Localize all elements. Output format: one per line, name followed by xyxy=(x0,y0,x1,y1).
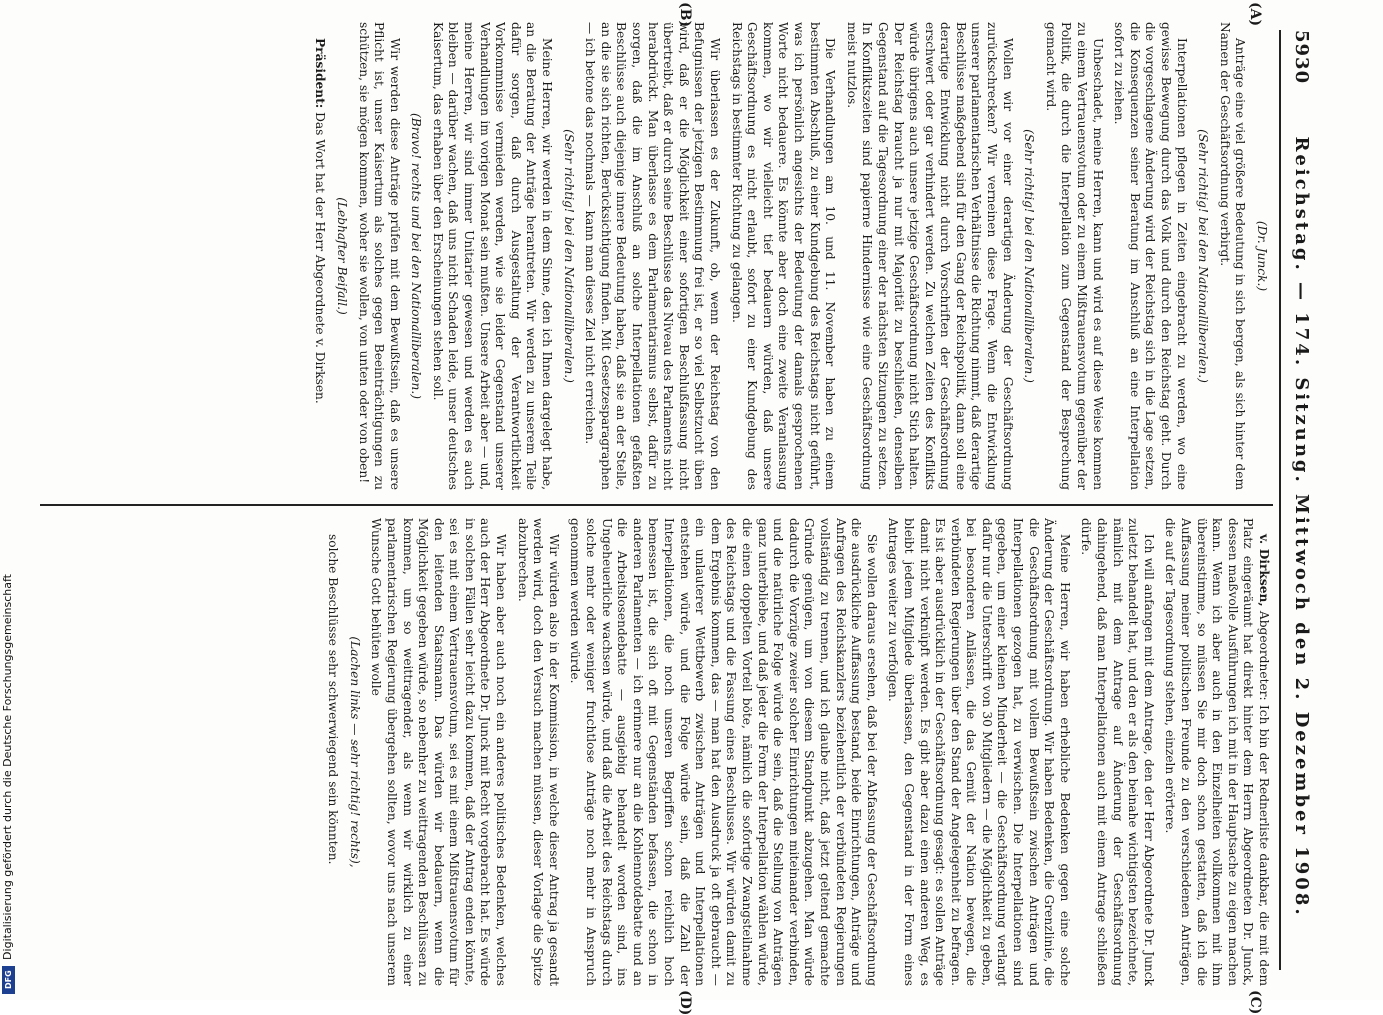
body-paragraph: Interpellationen pflegen in Zeiten eingebracht zu werden, wo eine gewisse Bewegung durch das Volk und durch den Reichstag geht. Durch die vorgeschlagene Änderung wird der Reichstag sich in die Lage setzen, die Konsequenzen seiner Beratung im Anschluß an eine Interpellation sofort zu ziehen. xyxy=(1112,22,1189,490)
page-number: 5930 xyxy=(1291,30,1313,85)
right-column xyxy=(40,518,1271,986)
interjection: (Sehr richtig! bei den Nationalliberalen.) xyxy=(1022,129,1037,383)
interjection: (Bravo! rechts und bei den Nationalliberalen.) xyxy=(409,112,424,399)
body-paragraph: Wir überlassen es der Zukunft, ob, wenn der Reichstag von den Befugnissen der jetzigen Bestimmung frei ist, er so viel Selbstzucht üben wird, daß er die Möglichkeit einer sofortigen Beschlußfassung nicht übertreibt, daß er durch seine Beschlüsse das Niveau des Parlaments nicht herabdrückt. Man überlasse es dem Parlamentarismus selbst, dafür zu sorgen, daß die im Anschluß an solche Interpellationen gefaßten Beschlüsse auch diejenige innere Bedeutung haben, daß sie an der Stelle, an die sie sich richten, Berücksichtigung finden. Mit Gesetzesparagraphen — ich betone das nochmals — kann man dieses Ziel nicht erreichen. xyxy=(583,22,722,490)
speaker-paragraph xyxy=(312,22,328,490)
margin-marker-d: (D) xyxy=(677,990,693,1015)
interjection: (Sehr richtig! bei den Nationalliberalen.) xyxy=(1196,129,1211,383)
speech-text: Das Wort hat der Herr Abgeordnete v. Dirksen. xyxy=(313,108,328,404)
left-column xyxy=(40,22,1271,490)
margin-marker-c: (C) xyxy=(1247,990,1263,1015)
body-paragraph: Meine Herren, wir werden in dem Sinne, den ich Ihnen dargelegt habe, an die Beratung der Anträge herantreten. Wir werden zu unserem Teile dafür sorgen, daß durch Ausgestaltung der Verantwortlichkeit Vorkommnisse vermieden werden, wie sie leider Gegenstand unserer Verhandlungen im vorigen Monat sein mußten. Unsere Arbeit aber — und, meine Herren, wir sind immer Unitarier gewesen und werden es auch bleiben — darüber wachen, daß uns nicht Schaden leide, unser deutsches Kaisertum, das erhaben über den Erscheinungen stehen soll. xyxy=(430,22,555,490)
margin-marker-a: (A) xyxy=(1247,2,1263,27)
digitization-note-text: Digitalisierung gefördert durch die Deutsche Forschungsgemeinschaft xyxy=(1,574,14,960)
speaker-name: Präsident: xyxy=(313,38,328,109)
dfg-logo-icon: DFG xyxy=(2,966,15,994)
page-header xyxy=(1279,30,1323,970)
body-paragraph: Anträge eine viel größere Bedeutung in sich bergen, als sich hinter dem Namen der Geschäftsordnung verbirgt. xyxy=(1217,22,1248,490)
speech-text: Abgeordneter: Ich bin der Rednerliste dankbar, die mit dem Platz eingeräumt hat direkt hinter dem Herrn Abgeordneten Dr. Junck, dessen maßvolle Ausführungen ich mit in der Hauptsache zu eigen machen kann. Wenn ich aber auch in den Einzelheiten vollkommen mit ihm übereinstimme, so müssen Sie mir doch schon gestatten, daß ich die Auffassung meiner politischen Freunde zu den verschiedenen Anträgen, die auf der Tagesordnung stehen, einzeln erörtere. xyxy=(1163,518,1271,986)
body-paragraph: Wir würden also in der Kommission, in welche dieser Antrag ja gesandt werden wird, doch den Versuch machen müssen, dieser Vorlage die Spitze abzubrechen. xyxy=(515,518,561,986)
body-paragraph: Wir haben aber auch noch ein anderes politisches Bedenken, welches auch der Herr Abgeordnete Dr. Junck mit Recht vorgebracht hat. Es würde in solchen Fällen sehr leicht dazu kommen, daß der Antrag enden könnte, sei es mit einem Vertrauensvotum, sei es mit einem Mißtrauensvotum für den leitenden Staatsmann. Das würden wir bedauern, wenn die Möglichkeit gegeben würde, so nebenher zu weittragenden Beschlüssen zu kommen, um so weittragender, als wenn wir wirklich zu einer parlamentarischen Regierung übergehen sollten, wovor uns nach unserem Wunsche Gott behüten wolle xyxy=(369,518,509,986)
page-title: Reichstag. — 174. Sitzung. Mittwoch den 2. Dezember 1908. xyxy=(1291,136,1313,918)
interjection: (Sehr richtig! bei den Nationalliberalen.) xyxy=(561,129,576,383)
body-paragraph: solche Beschlüsse sehr schwerwiegend sein könnten. xyxy=(326,534,341,865)
interjection: (Lachen links — sehr richtig! rechts), xyxy=(347,636,362,868)
speaker-paragraph xyxy=(1162,518,1271,986)
interjection: (Dr. Junck.) xyxy=(1255,220,1269,292)
speaker-name: v. Dirksen, xyxy=(1257,534,1271,607)
body-paragraph: Ich will anfangen mit dem Antrage, den der Herr Abgeordnete Dr. Junck zuletzt behandelt hat, und den er als den beinahe wichtigsten bezeichnete, nämlich mit dem Antrage auf Änderung der Geschäftsordnung dahingehend, daß man Interpellationen auch mit einem Antrage schließen dürfe. xyxy=(1079,518,1156,986)
interjection: (Lebhafter Beifall.) xyxy=(334,197,349,315)
body-paragraph: Meine Herren, wir haben erhebliche Bedenken gegen eine solche Änderung der Geschäftsordnung. Wir haben Bedenken, die Grenzlinie, die die Geschäftsordnung mit vollem Bewußtsein zwischen Anträgen und Interpellationen gezogen hat, zu verwischen. Die Interpellationen sind gegeben, um einer kleinen Minderheit — die Geschäftsordnung verlangt dafür nur die Unterschrift von 30 Mitgliedern — die Möglichkeit zu geben, bei besonderen Anlässen, die das Gemüt der Nation bewegen, die verbündeten Regierungen über den Stand der Angelegenheit zu befragen. Es ist aber ausdrücklich in der Geschäftsordnung gesagt: es sollen Anträge damit nicht verknüpft werden. Es gibt aber dazu einen anderen Weg, es bleibt jedem Mitgliede überlassen, den Gegenstand in der Form eines Antrages weiter zu verfolgen. xyxy=(886,518,1072,986)
body-paragraph: Wollen wir vor einer derartigen Änderung der Geschäftsordnung zurückschrecken? Wir verneinen diese Frage. Wenn die Entwicklung unserer parlamentarischen Verhältnisse die Richtung nimmt, daß derartige Beschlüsse maßgebend sind für den Gang der Reichspolitik, dann soll eine derartige Entwicklung nicht durch Vorschriften der Geschäftsordnung erschwert oder gar verhindert werden. Zu welchen Zeiten des Konflikts würde übrigens auch unsere jetzige Geschäftsordnung nicht Stich halten. Der Reichstag braucht ja nur mit Majorität zu beschließen, denselben Gegenstand auf die Tagesordnung einer der nächsten Sitzungen zu setzen. In Konfliktszeiten sind papierne Hindernisse wie eine Geschäftsordnung meist nutzlos. xyxy=(844,22,1015,490)
column-divider xyxy=(40,504,1273,506)
margin-marker-b: (B) xyxy=(677,2,693,28)
body-paragraph: Sie wollen daraus ersehen, daß bei der Abfassung der Geschäftsordnung die ausdrückliche Auffassung bestand, beide Einrichtungen, Anträge und Anfragen des Reichskanzlers beziehentlich der verbündeten Regierungen vollständig zu trennen, und ich glaube nicht, daß jetzt geltend gemachte Gründe genügen, um von diesem Standpunkt abzugehen. Man würde dadurch die Vorzüge zweier solcher Einrichtungen miteinander verbinden, und die natürliche Folge würde die sein, daß die Stellung von Anträgen ganz unterbliebe, und daß jeder die Form der Interpellation wählen würde, die einen doppelten Vorteil böte, nämlich die sofortige Zwangsteilnahme des Reichstags und die Fassung eines Beschlusses. Wir würden damit zu dem Ergebnis kommen, das — man hat den Ausdruck ja oft gebraucht — ein unlauterer Wettbewerb zwischen Anträgen und Interpellationen entstehen würde, und die Folge würde sein, daß die Zahl der Interpellationen, die noch unseren Begriffen schon reichlich hoch bemessen ist, die sich oft mit Gegenständen befassen, die schon in anderen Parlamenten — ich erinnere nur an die Kohlennotdebatte und an die Arbeitslosendebatte — ausgiebig behandelt worden sind, ins Ungeheuerliche wachsen würde, und daß die Arbeit des Reichstags durch solche mehr oder weniger fruchtlose Anträge noch mehr in Anspruch genommen werden würde. xyxy=(568,518,879,986)
body-paragraph: Die Verhandlungen am 10. und 11. November haben zu einem bestimmten Abschluß, zu einer Kundgebung des Reichstags nicht geführt, was ich persönlich angesichts der Bedeutung der damals gesprochenen Worte nicht bedauere. Es könnte aber doch eine zweite Veranlassung kommen, wo wir vielleicht tief bedauern würden, daß unsere Geschäftsordnung es nicht erlaubt, sofort zu einer Kundgebung des Reichstags in bestimmter Richtung zu gelangen. xyxy=(729,22,838,490)
body-paragraph: Unbeschadet, meine Herren, kann und wird es auf diese Weise kommen zu einem Vertrauensvotum oder zu einem Mißtrauensvotum gegenüber der Politik, die durch die Interpellation zum Gegenstand der Besprechung gemacht wird. xyxy=(1043,22,1105,490)
body-paragraph: Wir werden diese Anträge prüfen mit dem Bewußtsein, daß es unsere Pflicht ist, unser Kaisertum als solches gegen Beeinträchtigungen zu schützen, sie mögen kommen, woher sie wollen, von unten oder von oben! xyxy=(356,22,402,490)
